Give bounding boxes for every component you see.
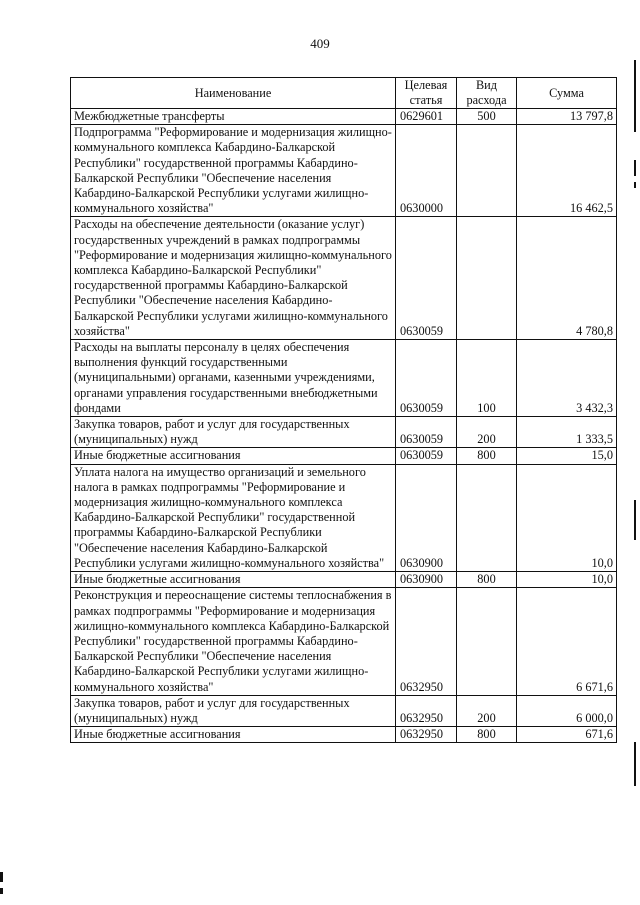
row-type [457, 217, 517, 340]
table-row [71, 125, 617, 217]
row-sum: 6 000,0 [517, 695, 617, 726]
row-name: Подпрограмма "Реформирование и модернизация жилищно-коммунального комплекса Кабардино-Балкарской Республики" государственной программы Кабардино-Балкарской Республики "Обеспечение населения Кабардино-Балкарской Республики услугами жилищно-коммунального хозяйства" [71, 125, 396, 217]
row-name: Закупка товаров, работ и услуг для государственных (муниципальных) нужд [71, 417, 396, 448]
row-type [457, 588, 517, 695]
row-sum: 13 797,8 [517, 109, 617, 125]
page-number: 409 [310, 36, 330, 51]
row-name: Уплата налога на имущество организаций и земельного налога в рамках подпрограммы "Реформирование и модернизация жилищно-коммунального комплекса Кабардино-Балкарской Республики" государственной программы Кабардино-Балкарской Республики "Обеспечение населения Кабардино-Балкарской Республики услугами жилищно-коммунального хозяйства" [71, 464, 396, 571]
scan-edge-line [634, 500, 636, 540]
table-header-row [71, 78, 617, 109]
table-row [71, 109, 617, 125]
row-name: Иные бюджетные ассигнования [71, 727, 396, 743]
row-code: 0630059 [396, 417, 457, 448]
scan-edge-line [0, 888, 3, 894]
table-row [71, 572, 617, 588]
row-name: Иные бюджетные ассигнования [71, 572, 396, 588]
row-sum: 1 333,5 [517, 417, 617, 448]
row-type: 800 [457, 727, 517, 743]
row-type: 200 [457, 417, 517, 448]
scan-edge-line [634, 182, 636, 188]
table-row [71, 448, 617, 464]
row-code: 0630000 [396, 125, 457, 217]
row-sum: 671,6 [517, 727, 617, 743]
row-type: 800 [457, 448, 517, 464]
table-row [71, 417, 617, 448]
row-name: Реконструкция и переоснащение системы теплоснабжения в рамках подпрограммы "Реформирование и модернизация жилищно-коммунального комплекса Кабардино-Балкарской Республики" государственной программы Кабардино-Балкарской Республики "Обеспечение населения Кабардино-Балкарской Республики услугами жилищно-коммунального хозяйства" [71, 588, 396, 695]
row-type: 800 [457, 572, 517, 588]
budget-table [70, 77, 617, 743]
row-name: Закупка товаров, работ и услуг для государственных (муниципальных) нужд [71, 695, 396, 726]
header-code: Целевая статья [396, 78, 457, 109]
row-code: 0630059 [396, 340, 457, 417]
row-type: 500 [457, 109, 517, 125]
row-code: 0630900 [396, 464, 457, 571]
row-sum: 6 671,6 [517, 588, 617, 695]
row-code: 0629601 [396, 109, 457, 125]
row-name: Расходы на выплаты персоналу в целях обеспечения выполнения функций государственными (муниципальными) органами, казенными учреждениями, органами управления государственными внебюджетными фондами [71, 340, 396, 417]
scan-edge-line [634, 160, 636, 176]
row-type [457, 125, 517, 217]
row-sum: 10,0 [517, 464, 617, 571]
table-row [71, 340, 617, 417]
scan-edge-line [634, 60, 636, 132]
row-type [457, 464, 517, 571]
header-name: Наименование [71, 78, 396, 109]
row-name: Иные бюджетные ассигнования [71, 448, 396, 464]
row-code: 0632950 [396, 695, 457, 726]
scan-edge-line [634, 742, 636, 786]
table-row [71, 588, 617, 695]
row-code: 0630900 [396, 572, 457, 588]
table-row [71, 695, 617, 726]
row-name: Расходы на обеспечение деятельности (оказание услуг) государственных учреждений в рамках подпрограммы "Реформирование и модернизация жилищно-коммунального комплекса Кабардино-Балкарской Республики" государственной программы Кабардино-Балкарской Республики "Обеспечение населения Кабардино-Балкарской Республики услугами жилищно-коммунального хозяйства" [71, 217, 396, 340]
header-type: Вид расхода [457, 78, 517, 109]
table-row [71, 464, 617, 571]
row-sum: 3 432,3 [517, 340, 617, 417]
row-type: 200 [457, 695, 517, 726]
row-type: 100 [457, 340, 517, 417]
row-sum: 4 780,8 [517, 217, 617, 340]
row-code: 0630059 [396, 217, 457, 340]
row-code: 0632950 [396, 727, 457, 743]
row-code: 0630059 [396, 448, 457, 464]
row-sum: 16 462,5 [517, 125, 617, 217]
row-name: Межбюджетные трансферты [71, 109, 396, 125]
row-sum: 10,0 [517, 572, 617, 588]
header-sum: Сумма [517, 78, 617, 109]
table-row [71, 217, 617, 340]
table-row [71, 727, 617, 743]
scan-edge-line [0, 872, 3, 882]
row-sum: 15,0 [517, 448, 617, 464]
row-code: 0632950 [396, 588, 457, 695]
